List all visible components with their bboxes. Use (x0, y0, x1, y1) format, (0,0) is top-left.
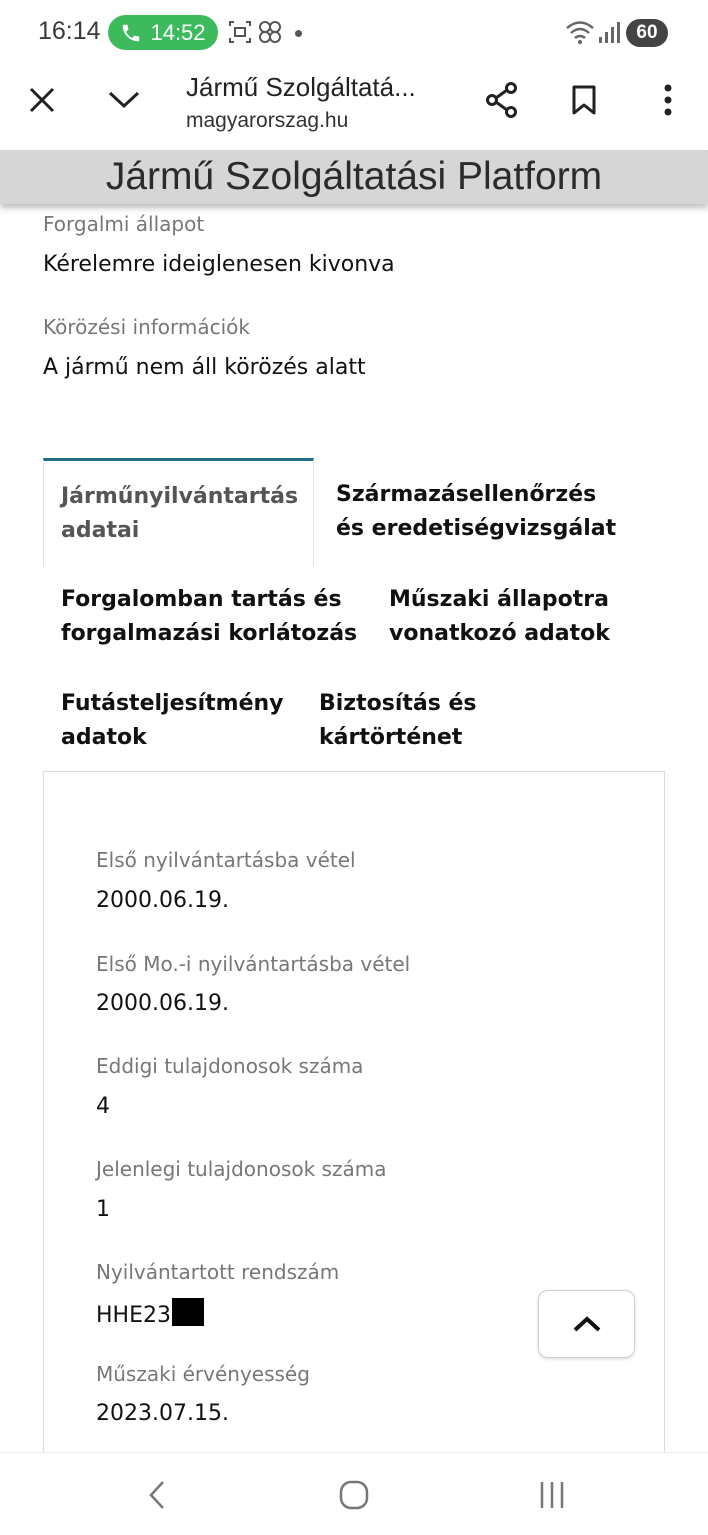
wanted-info-value: A jármű nem áll körözés alatt (43, 355, 366, 380)
nav-back-button[interactable] (135, 1471, 179, 1519)
bookmark-button[interactable] (564, 80, 604, 120)
chevron-down-icon (107, 90, 141, 110)
battery-indicator: 60 (626, 19, 668, 47)
first-hu-registration-label: Első Mo.-i nyilvántartásba vétel (96, 952, 411, 976)
more-options-button[interactable] (648, 80, 688, 120)
page-url[interactable]: magyarorszag.hu (186, 109, 349, 132)
technical-validity-value: 2023.07.15. (96, 1401, 229, 1426)
tab-technical-condition[interactable] (389, 583, 610, 651)
phone-icon (120, 22, 142, 44)
tab-label-line1: Futásteljesítmény (61, 691, 284, 716)
tab-label-line2: forgalmazási korlátozás (61, 621, 358, 646)
previous-owners-label: Eddigi tulajdonosok száma (96, 1054, 364, 1078)
status-bar (0, 0, 708, 66)
tab-origin-check[interactable] (336, 478, 616, 546)
nav-recents-icon (538, 1480, 566, 1510)
tab-label-line2: vonatkozó adatok (389, 621, 610, 646)
call-timer: 14:52 (150, 19, 206, 45)
site-banner (0, 150, 708, 204)
first-registration-label: Első nyilvántartásba vétel (96, 848, 356, 872)
nav-home-icon (339, 1480, 369, 1510)
signal-icon (597, 19, 621, 45)
plate-value (96, 1298, 204, 1328)
wanted-info-label: Körözési információk (43, 315, 251, 339)
current-owners-label: Jelenlegi tulajdonosok száma (96, 1157, 387, 1181)
share-button[interactable] (482, 80, 522, 120)
status-time: 16:14 (38, 17, 101, 45)
more-vert-icon (664, 84, 672, 116)
tab-label-line2: adatai (61, 518, 140, 543)
call-indicator[interactable] (108, 15, 218, 50)
nav-recents-button[interactable] (530, 1471, 574, 1519)
tab-label-line1: Biztosítás és (319, 691, 477, 716)
plate-label: Nyilvántartott rendszám (96, 1260, 340, 1284)
wifi-icon (565, 19, 595, 45)
bookmark-icon (571, 84, 597, 116)
tab-label-line1: Forgalomban tartás és (61, 587, 342, 612)
share-icon (485, 82, 519, 118)
system-nav-bar (0, 1452, 708, 1535)
tab-label-line1: Műszaki állapotra (389, 587, 609, 612)
notification-dot (295, 30, 302, 37)
tab-traffic-restrictions[interactable] (61, 583, 357, 651)
tab-label-line2: és eredetiségvizsgálat (336, 516, 617, 541)
traffic-status-label: Forgalmi állapot (43, 212, 205, 236)
tab-label-line2: adatok (61, 725, 147, 750)
tab-label-line1: Származásellenőrzés (336, 482, 597, 507)
first-registration-value: 2000.06.19. (96, 888, 229, 913)
pinwheel-icon (257, 19, 283, 45)
collapse-button[interactable] (104, 80, 144, 120)
page-title: Jármű Szolgáltatá... (186, 72, 416, 102)
tab-label-line1: Járműnyilvántartás (61, 484, 299, 509)
nav-home-button[interactable] (332, 1471, 376, 1519)
traffic-status-value: Kérelemre ideiglenesen kivonva (43, 252, 395, 277)
site-banner-title: Jármű Szolgáltatási Platform (105, 155, 603, 198)
tab-insurance[interactable] (319, 687, 477, 755)
tab-vehicle-registry[interactable] (43, 458, 314, 566)
tab-mileage[interactable] (61, 687, 284, 755)
browser-toolbar (0, 66, 708, 150)
current-owners-value: 1 (96, 1197, 110, 1222)
chevron-up-icon (572, 1314, 602, 1334)
first-hu-registration-value: 2000.06.19. (96, 991, 229, 1016)
technical-validity-label: Műszaki érvényesség (96, 1362, 310, 1386)
plate-visible-text: HHE23 (96, 1303, 171, 1328)
scroll-to-top-button[interactable] (538, 1290, 635, 1358)
nav-back-icon (147, 1479, 167, 1511)
tab-label-line2: kártörténet (319, 725, 463, 750)
redaction-block (172, 1298, 204, 1326)
previous-owners-value: 4 (96, 1094, 110, 1119)
close-icon (28, 86, 56, 114)
screenshot-icon (228, 19, 252, 45)
close-button[interactable] (22, 80, 62, 120)
